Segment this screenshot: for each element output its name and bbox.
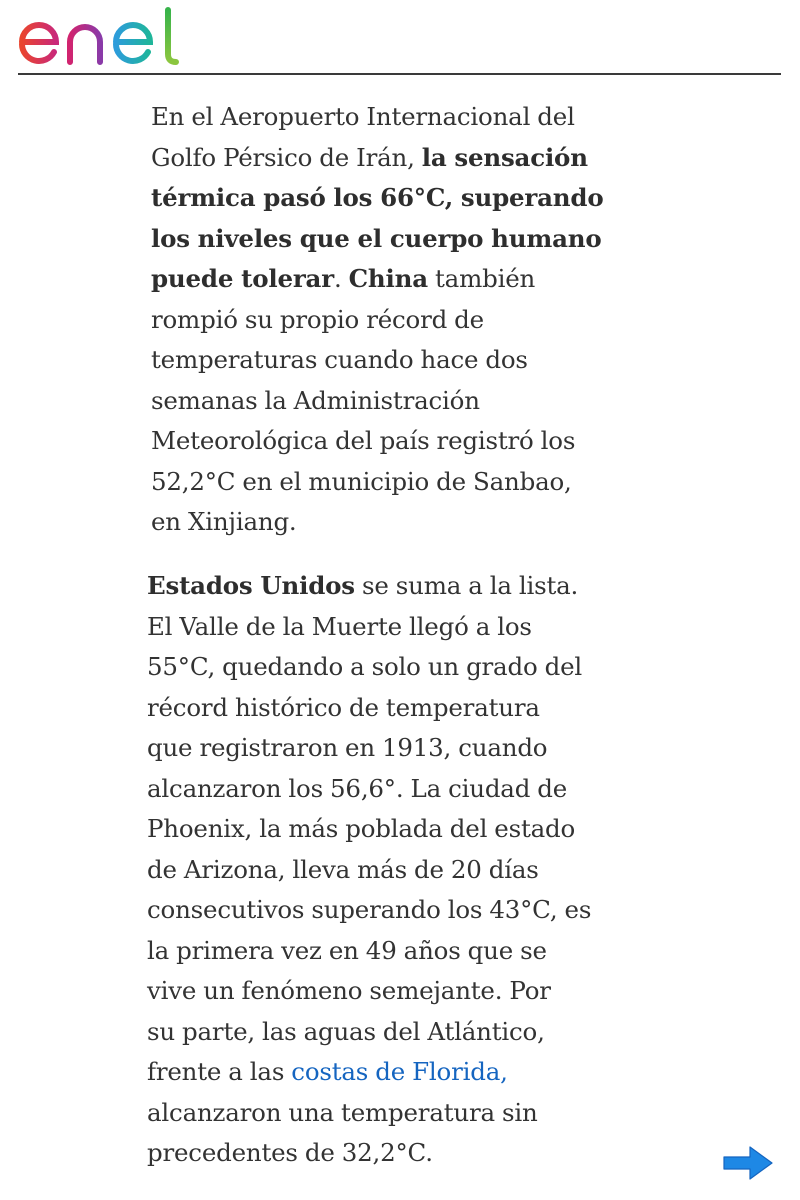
text-segment: también [427, 264, 536, 293]
text-line [151, 138, 601, 179]
bold-text: térmica pasó los 66°C, superando [151, 183, 604, 212]
text-line [151, 381, 601, 422]
text-segment: Meteorológica del país registró los [151, 426, 576, 455]
text-line [151, 178, 604, 219]
text-line [147, 688, 597, 729]
text-line [147, 1093, 597, 1134]
text-segment: temperaturas cuando hace dos [151, 345, 528, 374]
text-line [151, 340, 601, 381]
text-segment: consecutivos superando los 43°C, es [147, 895, 592, 924]
text-line [151, 97, 601, 138]
text-segment: de Arizona, lleva más de 20 días [147, 854, 539, 884]
text-segment: alcanzaron los 56,6°. La ciudad de [147, 773, 568, 803]
florida-coast-link[interactable]: costas de Florida, [291, 1057, 508, 1086]
text-segment: . [333, 264, 349, 293]
text-line [147, 647, 597, 688]
text-segment: récord histórico de temperatura [147, 692, 540, 722]
text-segment: 52,2°C en el municipio de Sanbao, [151, 466, 572, 496]
text-line [151, 300, 601, 341]
text-segment: se suma a la lista. [354, 571, 579, 600]
text-line [151, 462, 601, 503]
text-segment: 55°C, quedando a solo un grado del [147, 652, 583, 681]
text-line [147, 566, 597, 607]
text-segment: que registraron en 1913, cuando [147, 733, 548, 762]
text-line [147, 1133, 597, 1174]
text-line [151, 219, 601, 260]
text-segment: en Xinjiang. [151, 507, 297, 536]
paragraph-1 [151, 97, 604, 543]
bold-text: los niveles que el cuerpo humano [151, 223, 602, 253]
header-divider [18, 73, 781, 75]
text-line [147, 728, 597, 769]
text-line [147, 890, 597, 931]
text-line [147, 769, 597, 810]
text-segment: rompió su propio récord de [151, 304, 484, 334]
text-segment: su parte, las aguas del Atlántico, [147, 1016, 545, 1046]
text-line [147, 931, 597, 972]
text-segment: precedentes de 32,2°C. [147, 1138, 433, 1167]
enel-logo[interactable] [18, 4, 188, 68]
text-line [147, 1012, 597, 1053]
text-line [147, 607, 597, 648]
text-segment: frente a las [147, 1057, 292, 1086]
text-line [147, 1052, 597, 1093]
text-line [151, 502, 601, 543]
text-segment: la primera vez en 49 años que se [147, 935, 547, 965]
text-line [147, 971, 597, 1012]
text-line [151, 259, 601, 300]
text-line [147, 850, 597, 891]
arrow-right-icon[interactable] [722, 1144, 774, 1182]
text-line [151, 421, 601, 462]
text-segment: Golfo Pérsico de Irán, [151, 142, 422, 172]
text-segment: El Valle de la Muerte llegó a los [147, 611, 532, 641]
bold-text: China [348, 264, 428, 293]
bold-text: la sensación [421, 142, 588, 172]
bold-text: Estados Unidos [147, 571, 355, 600]
text-segment: Phoenix, la más poblada del estado [147, 814, 576, 843]
text-line [147, 809, 597, 850]
text-segment: vive un fenómeno semejante. Por [147, 976, 551, 1005]
text-segment: alcanzaron una temperatura sin [147, 1097, 538, 1127]
bold-text: puede tolerar [151, 264, 334, 293]
paragraph-2 [147, 566, 597, 1174]
site-header [0, 0, 800, 76]
text-segment: semanas la Administración [151, 385, 480, 415]
text-segment: En el Aeropuerto Internacional del [151, 102, 575, 131]
